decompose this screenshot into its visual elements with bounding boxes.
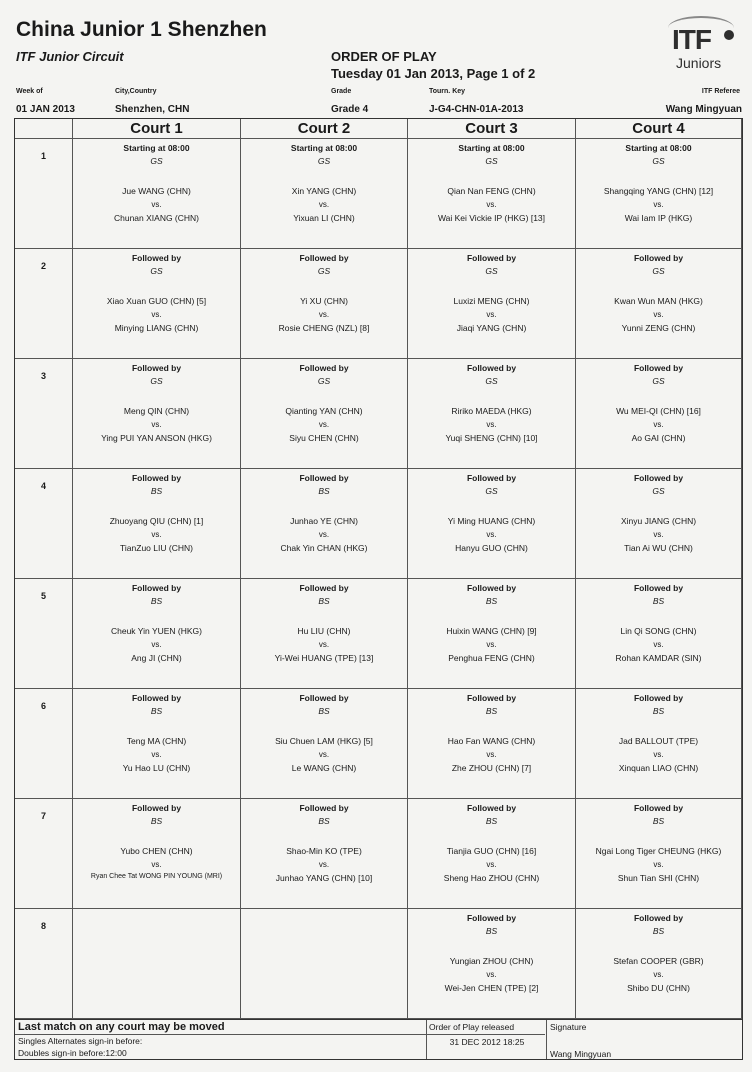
tourn-key-label: Tourn. Key	[429, 88, 466, 95]
match-cell	[576, 469, 742, 579]
player-one: Yungian ZHOU (CHN)	[449, 956, 534, 966]
referee-value: Wang Mingyuan	[665, 104, 742, 115]
event-code: GS	[150, 376, 163, 386]
grade-label: Grade	[331, 88, 352, 95]
match-cell	[241, 249, 408, 359]
court-header: Court 3	[408, 119, 576, 139]
match-cell	[73, 469, 241, 579]
player-one: Cheuk Yin YUEN (HKG)	[110, 626, 202, 636]
player-two: Hanyu GUO (CHN)	[455, 543, 528, 553]
itf-juniors-logo	[662, 14, 746, 74]
match-start: Followed by	[131, 583, 182, 593]
versus-label: vs.	[151, 750, 162, 759]
player-one: Luxizi MENG (CHN)	[453, 296, 530, 306]
court-header: Court 1	[73, 119, 241, 139]
match-cell	[408, 689, 576, 799]
event-code: GS	[150, 156, 163, 166]
event-code: BS	[150, 596, 163, 606]
player-one: Teng MA (CHN)	[126, 736, 187, 746]
match-cell	[241, 909, 408, 1019]
row-number: 5	[40, 591, 46, 601]
row-number-cell	[15, 359, 73, 469]
player-one: Yubo CHEN (CHN)	[120, 846, 193, 856]
player-two: Wei-Jen CHEN (TPE) [2]	[444, 983, 539, 993]
versus-label: vs.	[653, 200, 664, 209]
versus-label: vs.	[486, 200, 497, 209]
player-two: Ryan Chee Tat WONG PIN YOUNG (MRI)	[90, 873, 223, 880]
player-one: Yi XU (CHN)	[300, 296, 348, 306]
event-code: BS	[318, 706, 330, 716]
player-two: Xinquan LIAO (CHN)	[618, 763, 699, 773]
player-two: Yixuan LI (CHN)	[293, 213, 355, 223]
player-one: Meng QIN (CHN)	[123, 406, 190, 416]
match-cell	[241, 799, 408, 909]
match-cell	[576, 579, 742, 689]
footer-separator	[546, 1020, 547, 1059]
match-start: Followed by	[633, 693, 684, 703]
footer-divider	[15, 1034, 545, 1035]
player-one: Jad BALLOUT (TPE)	[618, 736, 699, 746]
versus-label: vs.	[151, 310, 162, 319]
event-code: BS	[652, 816, 665, 826]
player-two: Sheng Hao ZHOU (CHN)	[443, 873, 540, 883]
grid-corner	[15, 119, 73, 139]
logo-ball-icon	[724, 30, 734, 40]
player-one: Ririko MAEDA (HKG)	[451, 406, 532, 416]
player-one: Huixin WANG (CHN) [9]	[446, 626, 537, 636]
row-number: 8	[40, 921, 46, 931]
match-cell	[576, 359, 742, 469]
match-start: Followed by	[466, 473, 517, 483]
match-cell	[73, 689, 241, 799]
referee-label: ITF Referee	[701, 88, 740, 95]
player-two: Ying PUI YAN ANSON (HKG)	[101, 433, 212, 443]
match-cell	[408, 799, 576, 909]
versus-label: vs.	[653, 310, 664, 319]
circuit-subtitle: ITF Junior Circuit	[16, 49, 124, 64]
match-cell	[73, 799, 241, 909]
player-one: Qian Nan FENG (CHN)	[447, 186, 536, 196]
logo-subtext: Juniors	[676, 55, 722, 71]
versus-label: vs.	[318, 420, 330, 429]
logo-text: ITF	[672, 24, 711, 55]
match-start: Followed by	[131, 803, 182, 813]
versus-label: vs.	[151, 200, 162, 209]
player-one: Junhao YE (CHN)	[290, 516, 358, 526]
player-two: Rohan KAMDAR (SIN)	[615, 653, 702, 663]
event-code: BS	[318, 816, 330, 826]
match-start: Followed by	[466, 583, 517, 593]
match-cell	[73, 249, 241, 359]
moved-notice: Last match on any court may be moved	[18, 1021, 225, 1033]
versus-label: vs.	[151, 860, 162, 869]
player-one: Kwan Wun MAN (HKG)	[614, 296, 703, 306]
match-cell	[241, 469, 408, 579]
row-number-cell	[15, 689, 73, 799]
event-code: GS	[150, 266, 163, 276]
versus-label: vs.	[486, 970, 497, 979]
event-code: BS	[485, 706, 498, 716]
player-two: Shibo DU (CHN)	[627, 983, 690, 993]
player-two: Wai Kei Vickie IP (HKG) [13]	[437, 213, 546, 223]
week-of-label: Week of	[16, 88, 43, 95]
match-start: Followed by	[466, 253, 517, 263]
signature-value: Wang Mingyuan	[550, 1049, 612, 1059]
order-of-play-grid	[14, 118, 743, 1020]
match-start: Followed by	[633, 803, 684, 813]
event-code: GS	[652, 156, 665, 166]
player-two: Penghua FENG (CHN)	[448, 653, 535, 663]
player-two: Shun Tian SHI (CHN)	[617, 873, 700, 883]
singles-signin: Singles Alternates sign-in before:	[18, 1036, 143, 1046]
player-two: Rosie CHENG (NZL) [8]	[278, 323, 370, 333]
footer-panel	[14, 1019, 743, 1060]
doubles-signin: Doubles sign-in before:12:00	[18, 1048, 127, 1058]
player-one: Zhuoyang QIU (CHN) [1]	[109, 516, 204, 526]
event-code: BS	[318, 486, 330, 496]
match-cell	[576, 689, 742, 799]
player-two: Tian Ai WU (CHN)	[624, 543, 693, 553]
player-two: Minying LIANG (CHN)	[114, 323, 199, 333]
player-one: Jue WANG (CHN)	[122, 186, 191, 196]
released-value: 31 DEC 2012 18:25	[449, 1037, 525, 1047]
match-start: Followed by	[131, 363, 182, 373]
player-two: Wai Iam IP (HKG)	[624, 213, 693, 223]
versus-label: vs.	[653, 420, 664, 429]
tourn-key-value: J-G4-CHN-01A-2013	[429, 104, 524, 115]
player-one: Xinyu JIANG (CHN)	[620, 516, 697, 526]
event-code: BS	[652, 926, 665, 936]
row-number: 2	[40, 261, 46, 271]
versus-label: vs.	[151, 640, 162, 649]
player-two: Chunan XIANG (CHN)	[113, 213, 200, 223]
event-code: GS	[317, 266, 331, 276]
player-one: Yi Ming HUANG (CHN)	[447, 516, 536, 526]
event-code: GS	[317, 376, 331, 386]
match-cell	[576, 249, 742, 359]
versus-label: vs.	[318, 750, 330, 759]
match-start: Followed by	[466, 363, 517, 373]
match-start: Starting at 08:00	[625, 143, 692, 153]
event-code: BS	[485, 926, 498, 936]
event-code: GS	[652, 486, 665, 496]
match-start: Followed by	[299, 803, 349, 813]
court-header: Court 4	[576, 119, 742, 139]
match-cell	[73, 359, 241, 469]
player-two: Jiaqi YANG (CHN)	[456, 323, 527, 333]
versus-label: vs.	[318, 200, 330, 209]
event-code: GS	[485, 376, 498, 386]
player-two: Junhao YANG (CHN) [10]	[275, 873, 373, 883]
player-two: Yi-Wei HUANG (TPE) [13]	[274, 653, 374, 663]
versus-label: vs.	[486, 860, 497, 869]
player-one: Shao-Min KO (TPE)	[286, 846, 362, 856]
player-one: Siu Chuen LAM (HKG) [5]	[275, 736, 373, 746]
match-cell	[576, 139, 742, 249]
tournament-title: China Junior 1 Shenzhen	[16, 18, 267, 41]
player-two: Yuqi SHENG (CHN) [10]	[445, 433, 538, 443]
match-cell	[408, 469, 576, 579]
versus-label: vs.	[653, 750, 664, 759]
match-start: Followed by	[633, 253, 684, 263]
versus-label: vs.	[151, 420, 162, 429]
player-two: Yu Hao LU (CHN)	[122, 763, 191, 773]
event-code: GS	[485, 156, 498, 166]
court-header: Court 2	[241, 119, 408, 139]
week-of-value: 01 JAN 2013	[16, 104, 75, 115]
player-one: Lin Qi SONG (CHN)	[620, 626, 697, 636]
footer-separator	[426, 1020, 427, 1059]
player-one: Shangqing YANG (CHN) [12]	[603, 186, 714, 196]
player-one: Xiao Xuan GUO (CHN) [5]	[106, 296, 207, 306]
versus-label: vs.	[486, 640, 497, 649]
match-cell	[73, 139, 241, 249]
order-of-play-date: Tuesday 01 Jan 2013, Page 1 of 2	[331, 66, 536, 81]
row-number: 7	[40, 811, 46, 821]
match-cell	[576, 909, 742, 1019]
city-value: Shenzhen, CHN	[115, 104, 190, 115]
versus-label: vs.	[318, 310, 330, 319]
event-code: BS	[150, 486, 163, 496]
grade-value: Grade 4	[331, 104, 369, 115]
match-start: Followed by	[633, 913, 684, 923]
match-cell	[408, 359, 576, 469]
player-two: Chak Yin CHAN (HKG)	[280, 543, 368, 553]
event-code: GS	[485, 486, 498, 496]
row-number-cell	[15, 139, 73, 249]
match-start: Followed by	[131, 473, 182, 483]
event-code: BS	[318, 596, 330, 606]
player-two: Ao GAI (CHN)	[631, 433, 686, 443]
match-cell	[73, 909, 241, 1019]
row-number: 1	[40, 151, 46, 161]
match-start: Followed by	[633, 583, 684, 593]
event-code: BS	[485, 596, 498, 606]
row-number-cell	[15, 249, 73, 359]
row-number-cell	[15, 579, 73, 689]
versus-label: vs.	[486, 750, 497, 759]
player-one: Xin YANG (CHN)	[291, 186, 357, 196]
signature-label: Signature	[550, 1022, 587, 1032]
event-code: BS	[150, 706, 163, 716]
match-start: Followed by	[131, 693, 182, 703]
player-two: TianZuo LIU (CHN)	[120, 543, 193, 553]
event-code: GS	[485, 266, 498, 276]
event-code: BS	[652, 596, 665, 606]
match-start: Starting at 08:00	[458, 143, 525, 153]
match-cell	[241, 689, 408, 799]
row-number-cell	[15, 799, 73, 909]
versus-label: vs.	[151, 530, 162, 539]
row-number: 4	[40, 481, 46, 491]
row-number-cell	[15, 469, 73, 579]
match-cell	[73, 579, 241, 689]
match-start: Followed by	[466, 803, 517, 813]
player-two: Le WANG (CHN)	[291, 763, 357, 773]
match-start: Followed by	[299, 363, 349, 373]
row-number-cell	[15, 909, 73, 1019]
event-code: GS	[652, 376, 665, 386]
player-two: Yunni ZENG (CHN)	[621, 323, 696, 333]
match-cell	[241, 359, 408, 469]
player-two: Zhe ZHOU (CHN) [7]	[451, 763, 532, 773]
player-one: Tianjia GUO (CHN) [16]	[446, 846, 537, 856]
match-start: Followed by	[299, 253, 349, 263]
versus-label: vs.	[486, 530, 497, 539]
player-one: Hao Fan WANG (CHN)	[447, 736, 536, 746]
player-one: Hu LIU (CHN)	[297, 626, 351, 636]
player-one: Wu MEI-QI (CHN) [16]	[616, 406, 701, 416]
versus-label: vs.	[318, 860, 330, 869]
versus-label: vs.	[318, 530, 330, 539]
versus-label: vs.	[486, 310, 497, 319]
match-cell	[241, 579, 408, 689]
row-number: 6	[40, 701, 46, 711]
player-one: Ngai Long Tiger CHEUNG (HKG)	[595, 846, 722, 856]
match-start: Starting at 08:00	[290, 143, 358, 153]
player-two: Siyu CHEN (CHN)	[289, 433, 359, 443]
player-one: Qianting YAN (CHN)	[285, 406, 363, 416]
event-code: BS	[150, 816, 163, 826]
match-start: Followed by	[633, 473, 684, 483]
versus-label: vs.	[653, 970, 664, 979]
city-label: City,Country	[115, 88, 157, 95]
match-cell	[408, 909, 576, 1019]
match-cell	[241, 139, 408, 249]
row-number: 3	[40, 371, 46, 381]
event-code: GS	[652, 266, 665, 276]
versus-label: vs.	[653, 530, 664, 539]
player-two: Ang JI (CHN)	[131, 653, 182, 663]
match-cell	[408, 249, 576, 359]
versus-label: vs.	[318, 640, 330, 649]
match-start: Followed by	[466, 693, 517, 703]
event-code: BS	[652, 706, 665, 716]
match-start: Followed by	[633, 363, 684, 373]
match-cell	[576, 799, 742, 909]
versus-label: vs.	[653, 860, 664, 869]
event-code: GS	[317, 156, 331, 166]
match-cell	[408, 139, 576, 249]
match-start: Followed by	[466, 913, 517, 923]
match-start: Followed by	[299, 473, 349, 483]
match-cell	[408, 579, 576, 689]
match-start: Followed by	[299, 583, 349, 593]
released-label: Order of Play released	[429, 1022, 515, 1032]
versus-label: vs.	[653, 640, 664, 649]
match-start: Followed by	[131, 253, 182, 263]
match-start: Starting at 08:00	[123, 143, 190, 153]
match-start: Followed by	[299, 693, 349, 703]
event-code: BS	[485, 816, 498, 826]
player-one: Stefan COOPER (GBR)	[613, 956, 704, 966]
order-of-play-title: ORDER OF PLAY	[331, 49, 437, 64]
versus-label: vs.	[486, 420, 497, 429]
